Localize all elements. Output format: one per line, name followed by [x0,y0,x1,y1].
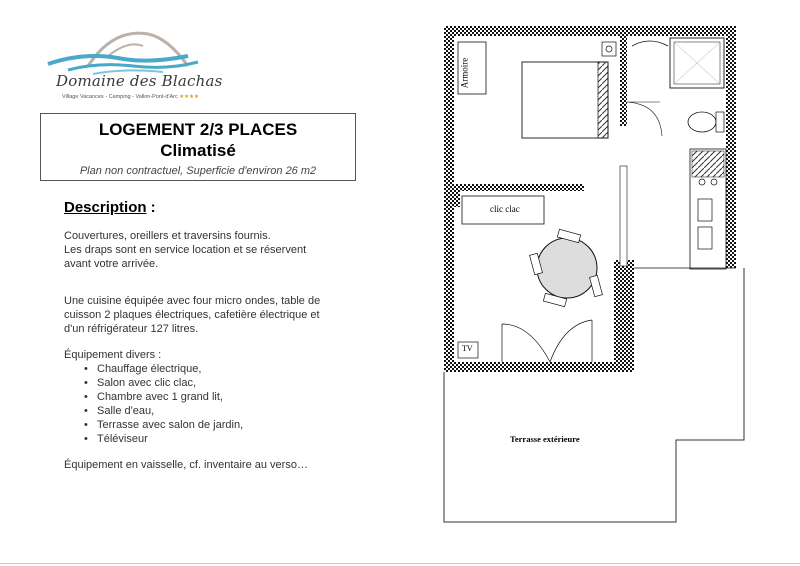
wall-lower-right [614,260,634,372]
dining-table [537,238,597,298]
list-item: • Salon avec clic clac, [84,376,243,390]
text-line: cuisson 2 plaques électriques, cafetière électrique et [64,309,320,321]
description-heading-colon: : [146,199,156,216]
equipment-heading: Équipement divers : [64,349,162,361]
text-line: Couvertures, oreillers et traversins fournis. [64,230,271,242]
terrace-label: Terrasse extérieure [510,434,580,444]
terrace-door-right [550,320,592,362]
text-line: Une cuisine équipée avec four micro ondes, table de [64,295,321,307]
wall-bedroom-bottom [454,184,584,191]
wall-top [444,26,736,36]
bathroom-sink [632,41,668,46]
logo-stars: ★★★★ [179,94,199,100]
text-line: d'un réfrigérateur 127 litres. [64,323,199,335]
floor-plan [440,24,745,526]
terrace-door-left [502,324,550,362]
wall-right [726,26,736,268]
list-item: • Téléviseur [84,432,243,446]
page-divider [0,563,800,564]
description-heading-label: Description [64,199,147,216]
equipment-list [84,362,243,446]
list-item: • Terrasse avec salon de jardin, [84,418,243,432]
logo-brand-text: Domaine des Blachas [56,72,223,90]
wall-bottom [444,362,634,372]
clic-clac-label: clic clac [490,204,520,214]
domaine-logo [38,26,228,106]
logo-hills-icon [38,26,228,76]
list-item: • Chauffage électrique, [84,362,243,376]
title-box [40,113,356,181]
terrace-outline [444,268,744,522]
list-item: • Salle d'eau, [84,404,243,418]
logo-tagline [62,94,199,100]
description-para-1 [64,229,306,271]
title-note: Plan non contractuel, Superficie d'environ 26 m2 [79,165,317,177]
text-line: Les draps sont en service location et se réservent [64,244,307,256]
toilet [688,112,716,132]
description-para-2 [64,294,320,336]
text-line: avant votre arrivée. [64,258,159,270]
bed [522,62,608,138]
description-heading [64,199,156,216]
title-subtitle: Climatisé [160,141,236,160]
wall-bathroom [620,36,627,126]
tv-label: TV [462,344,473,353]
wall-left [444,26,454,372]
armoire-label-wrap [461,48,483,92]
dishes-note: Équipement en vaisselle, cf. inventaire au verso… [64,459,308,471]
logo-tagline-text: Village Vacances - Camping - Vallon-Pont-d'Arc [62,94,178,100]
list-item: • Chambre avec 1 grand lit, [84,390,243,404]
armoire-label: Armoire [459,57,470,89]
title-main: LOGEMENT 2/3 PLACES [98,120,298,139]
floor-plan-drawing [440,24,745,526]
